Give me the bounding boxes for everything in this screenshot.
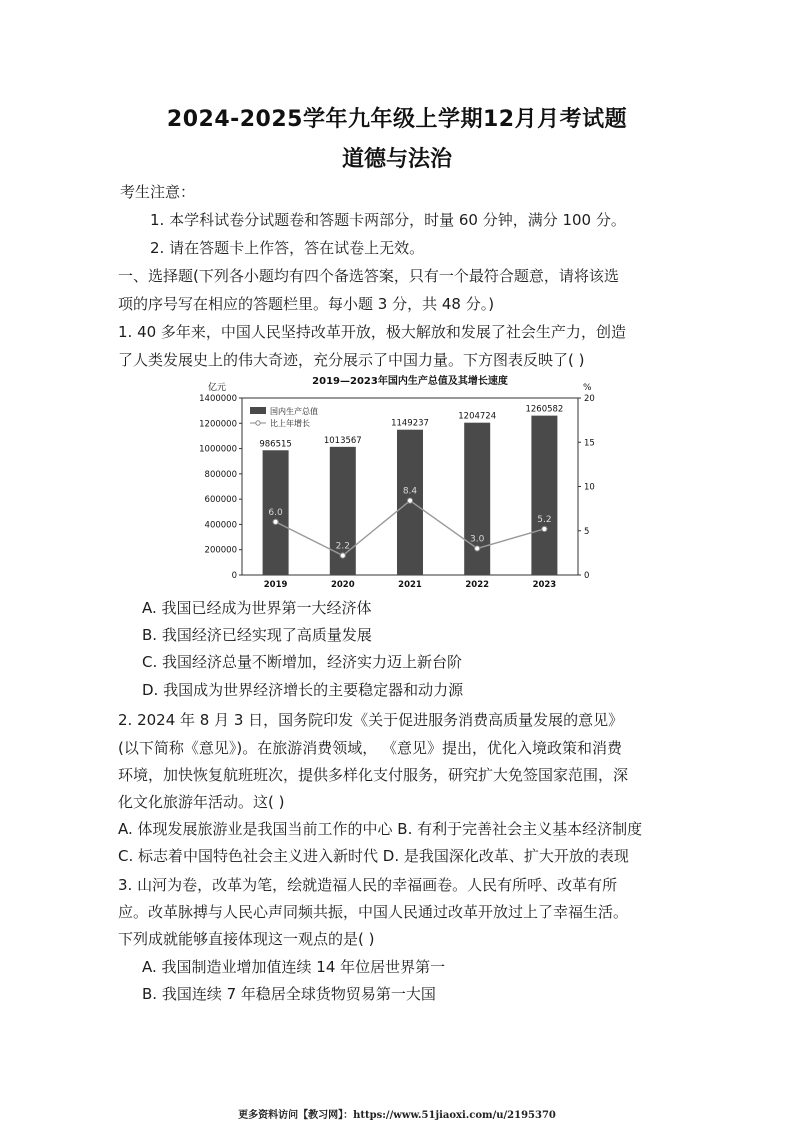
growth-point-label: 6.0	[268, 507, 283, 518]
exam-title: 2024-2025学年九年级上学期12月月考试题	[166, 107, 628, 132]
answer-option-c: C. 我国经济总量不断增加，经济实力迈上新台阶	[142, 653, 463, 671]
answer-option-b: B. 我国经济已经实现了高质量发展	[142, 626, 372, 644]
x-tick-label: 2019	[263, 580, 288, 590]
question-stem: 1. 40 多年来，中国人民坚持改革开放，极大解放和发展了社会生产力，创造	[118, 323, 626, 341]
y-tick-label: 1200000	[199, 419, 237, 430]
y-tick-label: 800000	[204, 469, 237, 480]
legend-bar-label: 国内生产总值	[270, 407, 318, 416]
notice-item: 2. 请在答题卡上作答，答在试卷上无效。	[150, 239, 425, 257]
gdp-bar-label: 1204724	[458, 411, 497, 422]
chart-title: 2019—2023年国内生产总值及其增长速度	[312, 376, 508, 387]
y-tick-label: 400000	[204, 520, 237, 531]
gdp-bar-label: 1013567	[323, 435, 362, 446]
x-tick-label: 2021	[398, 580, 422, 590]
growth-point	[340, 553, 345, 558]
gdp-chart	[180, 370, 620, 595]
x-tick-label: 2020	[330, 580, 355, 590]
question-stem: 化文化旅游年活动。这( )	[118, 793, 285, 811]
question-stem: 环境，加快恢复航班班次，提供多样化支付服务，研究扩大免签国家范围，深	[118, 766, 629, 784]
legend-bar-swatch	[250, 407, 266, 414]
question-stem: (以下简称《意见》)。在旅游消费领域， 《意见》提出，优化入境政策和消费	[118, 739, 622, 757]
growth-point-label: 2.2	[335, 541, 350, 552]
footer-link[interactable]: 更多资料访问【教习网】：https://www.51jiaoxi.com/u/2195370	[238, 1110, 556, 1121]
answer-option-a: A. 我国制造业增加值连续 14 年位居世界第一	[142, 958, 446, 976]
y-tick-label: 1400000	[199, 394, 237, 404]
y-tick-label: 600000	[204, 495, 237, 506]
y2-tick-label: 5	[584, 526, 590, 537]
answer-option-a: A. 我国已经成为世界第一大经济体	[142, 599, 372, 617]
answer-option-b: B. 我国连续 7 年稳居全球货物贸易第一大国	[142, 985, 436, 1003]
section-instruction: 项的序号写在相应的答题栏里。每小题 3 分，共 48 分。)	[118, 295, 495, 313]
answer-option-d: D. 我国成为世界经济增长的主要稳定器和动力源	[142, 681, 464, 699]
growth-point-label: 3.0	[470, 534, 485, 545]
y-tick-label: 200000	[204, 545, 237, 556]
gdp-bar-label: 1260582	[525, 404, 564, 415]
y-tick-label: 0	[231, 571, 237, 581]
y-tick-label: 1000000	[199, 444, 237, 455]
gdp-bar-label: 986515	[259, 439, 292, 450]
gdp-bar	[464, 423, 490, 575]
growth-point	[273, 519, 278, 524]
y2-axis-label: %	[583, 383, 592, 393]
question-stem: 应。改革脉搏与人民心声同频共振，中国人民通过改革开放过上了幸福生活。	[118, 903, 629, 921]
growth-point	[407, 498, 412, 503]
legend-line-marker	[256, 421, 260, 425]
legend-line-label: 比上年增长	[270, 419, 310, 428]
y2-tick-label: 0	[584, 571, 590, 581]
growth-point-label: 5.2	[537, 514, 552, 525]
exam-subject: 道德与法治	[341, 147, 452, 172]
question-stem: 下列成就能够直接体现这一观点的是( )	[118, 930, 375, 948]
question-stem: 了人类发展史上的伟大奇迹，充分展示了中国力量。下方图表反映了( )	[118, 351, 585, 369]
y2-tick-label: 20	[584, 394, 595, 404]
section-instruction: 一、选择题(下列各小题均有四个备选答案，只有一个最符合题意，请将该选	[118, 267, 619, 285]
growth-point	[475, 546, 480, 551]
question-stem: 3. 山河为卷，改革为笔，绘就造福人民的幸福画卷。人民有所呼、改革有所	[118, 876, 618, 894]
notice-heading: 考生注意：	[120, 183, 196, 201]
answer-options-row: A. 体现发展旅游业是我国当前工作的中心 B. 有利于完善社会主义基本经济制度	[118, 820, 643, 838]
x-tick-label: 2022	[465, 580, 490, 590]
notice-item: 1. 本学科试卷分试题卷和答题卡两部分，时量 60 分钟，满分 100 分。	[150, 211, 626, 229]
gdp-bar	[531, 416, 557, 575]
growth-point	[542, 526, 547, 531]
gdp-bar-label: 1149237	[391, 418, 429, 429]
y-axis-label: 亿元	[208, 383, 227, 393]
y2-tick-label: 10	[584, 482, 595, 493]
y2-tick-label: 15	[584, 438, 595, 449]
answer-options-row: C. 标志着中国特色社会主义进入新时代 D. 是我国深化改革、扩大开放的表现	[118, 847, 629, 865]
gdp-chart-svg	[180, 370, 620, 595]
question-stem: 2. 2024 年 8 月 3 日，国务院印发《关于促进服务消费高质量发展的意见》	[118, 711, 624, 729]
growth-point-label: 8.4	[402, 486, 418, 497]
x-tick-label: 2023	[532, 580, 557, 590]
